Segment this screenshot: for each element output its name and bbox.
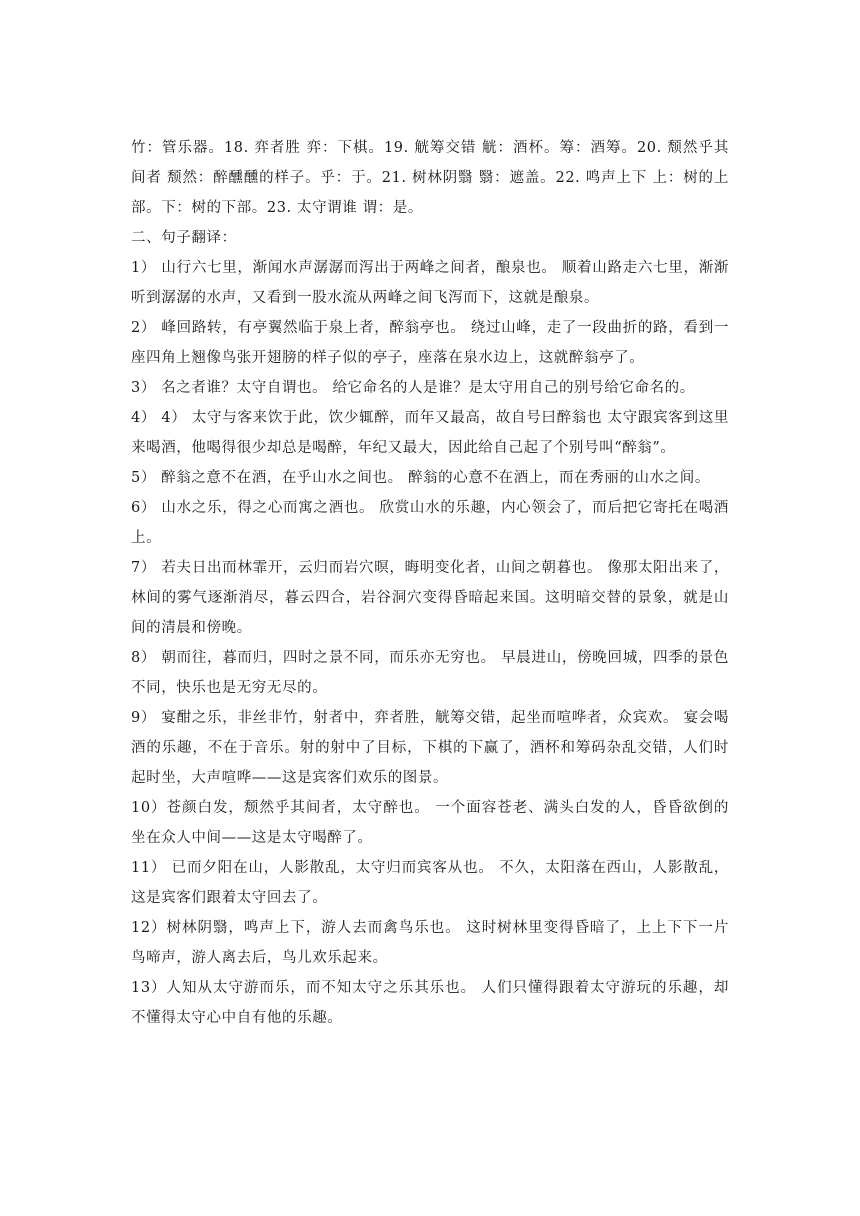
- paragraph-sentence-12: 12）树林阴翳，鸣声上下，游人去而禽鸟乐也。 这时树林里变得昏暗了，上上下下一片鸟啼声，游人离去后，鸟儿欢乐起来。: [131, 920, 729, 966]
- paragraph-sentence-7: 7） 若夫日出而林霏开，云归而岩穴暝，晦明变化者，山间之朝暮也。 像那太阳出来了，林间的雾气逐渐消尽，暮云四合，岩谷洞穴变得昏暗起来国。这明暗交替的景象，就是山间的清晨和傍晚。: [131, 560, 729, 636]
- paragraph-sentence-9: 9） 宴酣之乐，非丝非竹，射者中，弈者胜，觥筹交错，起坐而喧哗者，众宾欢。 宴会喝酒的乐趣，不在于音乐。射的射中了目标，下棋的下赢了，酒杯和筹码杂乱交错，人们时起时坐，大声喧哗——这是宾客们欢乐的图景。: [131, 710, 729, 786]
- paragraph-word-notes: 竹：管乐器。18. 弈者胜 弈：下棋。19. 觥筹交错 觥：酒杯。筹：酒筹。20. 颓然乎其间者 颓然：醉醺醺的样子。乎：于。21. 树林阴翳 翳：遮盖。22. 鸣声上下 上：树的上部。下：树的下部。23. 太守谓谁 谓：是。: [131, 140, 729, 216]
- paragraph-sentence-2: 2） 峰回路转，有亭翼然临于泉上者，醉翁亭也。 绕过山峰，走了一段曲折的路，看到一座四角上翘像鸟张开翅膀的样子似的亭子，座落在泉水边上，这就醉翁亭了。: [131, 320, 729, 366]
- paragraph-sentence-5: 5） 醉翁之意不在酒，在乎山水之间也。 醉翁的心意不在酒上，而在秀丽的山水之间。: [131, 470, 710, 486]
- paragraph-sentence-13: 13）人知从太守游而乐，而不知太守之乐其乐也。 人们只懂得跟着太守游玩的乐趣，却不懂得太守心中自有他的乐趣。: [131, 980, 729, 1026]
- document-page: [131, 133, 729, 1033]
- paragraph-sentence-1: 1） 山行六七里，渐闻水声潺潺而泻出于两峰之间者，酿泉也。 顺着山路走六七里，渐渐听到潺潺的水声，又看到一股水流从两峰之间飞泻而下，这就是酿泉。: [131, 260, 729, 306]
- section-title-sentence-translation: 二、句子翻译：: [131, 230, 237, 246]
- paragraph-sentence-10: 10）苍颜白发，颓然乎其间者，太守醉也。 一个面容苍老、满头白发的人，昏昏欲倒的坐在众人中间——这是太守喝醉了。: [131, 800, 729, 846]
- paragraph-sentence-4: 4） 4） 太守与客来饮于此，饮少辄醉，而年又最高，故自号曰醉翁也 太守跟宾客到这里来喝酒，他喝得很少却总是喝醉，年纪又最大，因此给自己起了个别号叫“醉翁”。: [131, 410, 729, 456]
- paragraph-sentence-11: 11） 已而夕阳在山，人影散乱，太守归而宾客从也。 不久，太阳落在西山，人影散乱，这是宾客们跟着太守回去了。: [131, 860, 729, 906]
- paragraph-sentence-3: 3） 名之者谁？太守自谓也。 给它命名的人是谁？是太守用自己的别号给它命名的。: [131, 380, 695, 396]
- paragraph-sentence-6: 6） 山水之乐，得之心而寓之酒也。 欣赏山水的乐趣，内心领会了，而后把它寄托在喝酒上。: [131, 500, 729, 546]
- paragraph-sentence-8: 8） 朝而往，暮而归，四时之景不同，而乐亦无穷也。 早晨进山，傍晚回城，四季的景色不同，快乐也是无穷无尽的。: [131, 650, 729, 696]
